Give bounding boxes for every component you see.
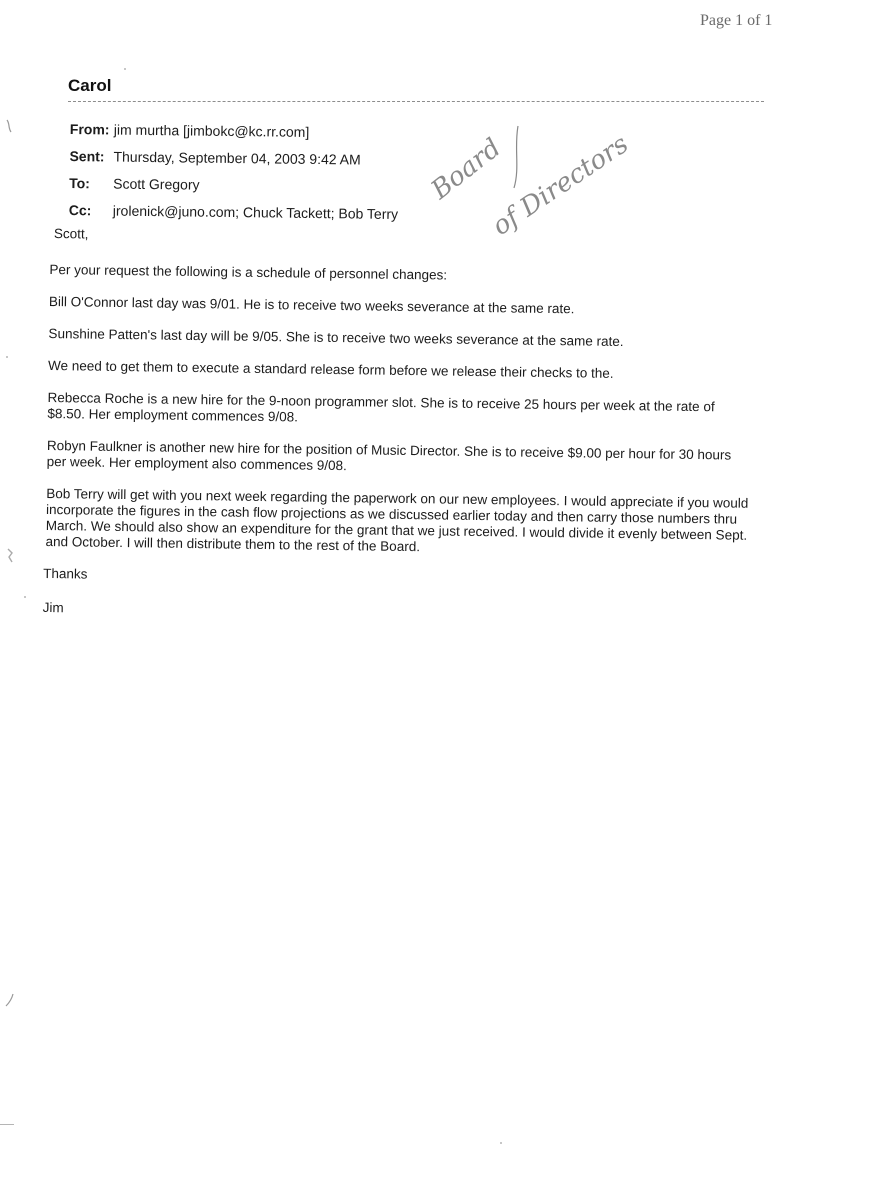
cc-value: jrolenick@juno.com; Chuck Tackett; Bob Terry [112, 202, 399, 223]
body-paragraph: Bob Terry will get with you next week regarding the paperwork on our new employees. I would appreciate if you would incorporate the figures in the cash flow projections as we discussed earlier today and then carry those numbers thru March. We should also show an expenditure for the grant that we just received. I would divide it evenly between Sept. and October. I will then distribute them to the rest of the Board. [45, 485, 749, 555]
mailbox-owner-name: Carol [68, 76, 112, 95]
body-paragraph: Per your request the following is a schedule of personnel changes: [49, 261, 448, 283]
scan-mark [4, 992, 16, 1008]
scan-mark [4, 118, 16, 134]
sent-value: Thursday, September 04, 2003 9:42 AM [113, 148, 361, 168]
scan-speck [0, 1124, 14, 1125]
body-paragraph: Bill O'Connor last day was 9/01. He is to receive two weeks severance at the same rate. [48, 293, 575, 317]
annotation-line-2: of Directors [487, 129, 635, 242]
scan-speck [124, 68, 126, 70]
title-divider [68, 101, 764, 102]
scan-speck [6, 356, 8, 358]
cc-label: Cc: [68, 201, 92, 219]
from-value: jim murtha [jimbokc@kc.rr.com] [113, 121, 310, 140]
body-paragraph: We need to get them to execute a standard release form before we release their checks to the. [47, 357, 614, 381]
body-paragraph: Sunshine Patten's last day will be 9/05. She is to receive two weeks severance at the same rate. [48, 325, 624, 350]
closing: Thanks [43, 565, 88, 582]
body-paragraph: Robyn Faulkner is another new hire for the position of Music Director. She is to receive $9.00 per hour for 30 hours per week. Her employment also commences 9/08. [46, 437, 732, 474]
to-label: To: [69, 174, 91, 192]
scan-speck [24, 596, 26, 598]
to-value: Scott Gregory [113, 175, 200, 193]
scan-mark [4, 548, 16, 564]
page-number: Page 1 of 1 [700, 12, 773, 29]
signature: Jim [42, 599, 64, 616]
body-paragraph: Rebecca Roche is a new hire for the 9-noon programmer slot. She is to receive 25 hours per week at the rate of $8.50. Her employment commences 9/08. [47, 389, 715, 425]
email-body [44, 226, 755, 642]
salutation: Scott, [53, 226, 89, 242]
annotation-line-1: Board [430, 133, 507, 206]
scan-speck [500, 1142, 502, 1144]
sent-label: Sent: [69, 147, 105, 165]
from-label: From: [69, 120, 110, 138]
